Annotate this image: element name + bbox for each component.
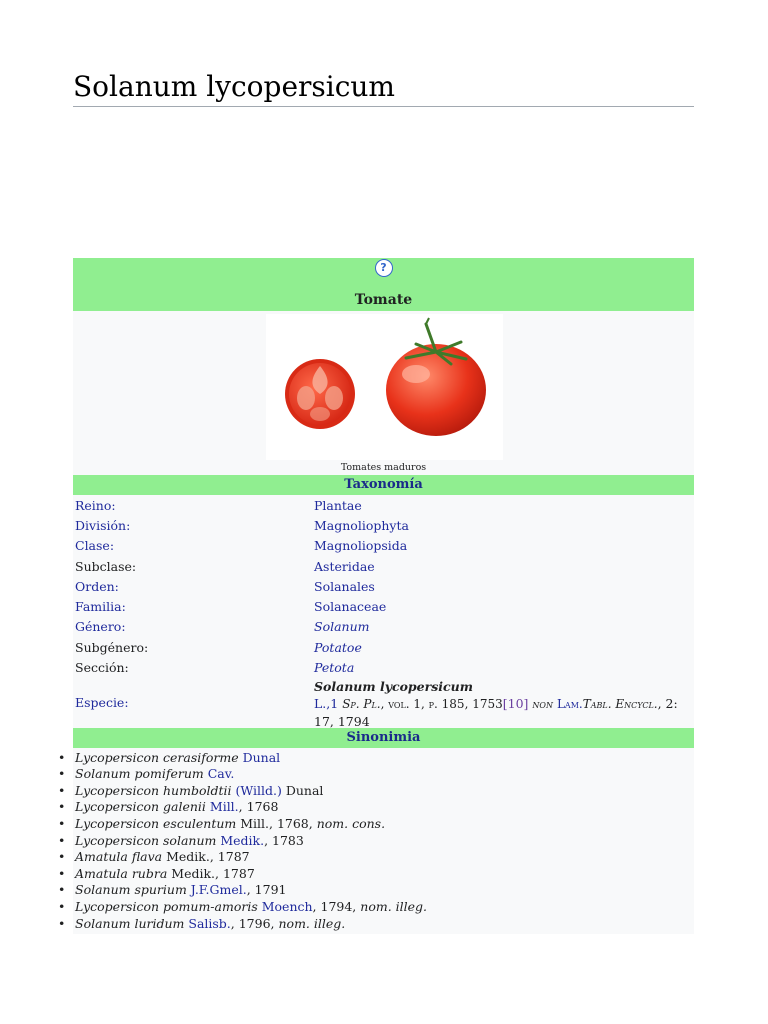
- synonym-status: nom. illeg.: [360, 899, 428, 915]
- synonym-status: nom. illeg.: [278, 915, 346, 931]
- taxonomy-rank-value[interactable]: Solanaceae: [314, 599, 387, 615]
- synonym-author[interactable]: J.F.Gmel.: [190, 882, 247, 898]
- taxonomy-row: [73, 495, 694, 515]
- synonym-rest: , 1768,: [269, 816, 317, 832]
- synonym-item: [75, 849, 694, 866]
- synonym-name: Lycopersicon cerasiforme: [75, 749, 243, 765]
- synonym-item: [75, 866, 694, 883]
- taxobox-header: [73, 258, 694, 311]
- synonym-rest: , 1768: [238, 799, 279, 815]
- synonymy-header: [73, 728, 694, 748]
- taxonomy-rank-value[interactable]: Magnoliophyta: [314, 517, 409, 533]
- synonym-name: Amatula flava: [75, 849, 167, 865]
- tabl-encycl: Tabl. Encycl.: [582, 696, 658, 711]
- taxobox-title: Tomate: [354, 292, 413, 308]
- synonym-item: [75, 816, 694, 833]
- synonym-item: [75, 833, 694, 850]
- synonym-author[interactable]: Mill.: [209, 799, 239, 815]
- synonym-rest: , 1796,: [230, 915, 279, 931]
- synonym-author: Mill.: [240, 816, 269, 832]
- taxonomy-row: [73, 657, 694, 677]
- synonym-item: [75, 783, 694, 800]
- synonym-rest: , 1787: [215, 865, 255, 881]
- synonym-item: [75, 750, 694, 767]
- taxonomy-row: [73, 536, 694, 556]
- lam-link[interactable]: Lam.: [556, 696, 583, 711]
- synonym-name: Lycopersicon esculentum: [75, 816, 241, 832]
- synonym-author[interactable]: (Willd.): [235, 782, 282, 798]
- taxonomy-rank-label[interactable]: Orden:: [75, 578, 119, 594]
- synonym-author: Medik.: [171, 865, 216, 881]
- taxobox: [73, 258, 694, 934]
- synonym-item: [75, 899, 694, 916]
- synonym-name: Solanum pomiferum: [75, 766, 208, 782]
- taxonomy-rows: [73, 495, 694, 678]
- species-name: Solanum lycopersicum: [314, 678, 473, 694]
- author-link[interactable]: L.: [314, 695, 327, 711]
- species-row: [73, 678, 694, 728]
- tomato-image[interactable]: [266, 314, 503, 460]
- taxonomy-rank-label[interactable]: Familia:: [75, 599, 126, 615]
- taxonomy-rank-label: Sección:: [75, 660, 129, 676]
- synonym-rest: , 1783: [264, 832, 304, 848]
- species-key-link[interactable]: Especie:: [75, 695, 129, 711]
- taxonomy-rank-label[interactable]: División:: [75, 517, 131, 533]
- synonym-item: [75, 799, 694, 816]
- synonym-status: nom. cons.: [316, 816, 386, 832]
- synonym-author[interactable]: Salisb.: [188, 915, 231, 931]
- synonym-name: Lycopersicon pomum-amoris: [75, 899, 262, 915]
- taxonomy-row: [73, 596, 694, 616]
- synonym-list: [73, 748, 694, 935]
- image-caption: Tomates maduros: [340, 462, 427, 473]
- taxonomy-row: [73, 556, 694, 576]
- taxonomy-rank-value[interactable]: Magnoliopsida: [314, 538, 408, 554]
- taxonomy-header: [73, 475, 694, 495]
- taxonomy-row: [73, 637, 694, 657]
- volume-text: , vol. 1, p. 185, 1753: [380, 696, 503, 711]
- synonym-author[interactable]: Moench: [261, 899, 313, 915]
- taxonomy-row: [73, 576, 694, 596]
- synonym-rest: , 1787: [209, 849, 250, 865]
- taxonomy-rank-label[interactable]: Clase:: [75, 538, 115, 554]
- synonym-name: Solanum luridum: [75, 915, 189, 931]
- synonymy-header-label: Sinonimia: [346, 729, 421, 745]
- taxonomy-rank-value[interactable]: Petota: [314, 660, 355, 676]
- taxonomy-rank-label[interactable]: Género:: [75, 619, 126, 635]
- ref-10[interactable]: [10]: [502, 695, 529, 711]
- taxobox-image-cell: [73, 311, 694, 461]
- help-icon[interactable]: ?: [375, 259, 393, 277]
- taxonomy-rank-label[interactable]: Reino:: [75, 497, 116, 513]
- taxonomy-rank-value[interactable]: Asteridae: [314, 558, 375, 574]
- ref-1[interactable]: ,1: [326, 695, 343, 711]
- taxonomy-rank-value[interactable]: Solanales: [314, 578, 375, 594]
- synonym-rest: , 1791: [246, 882, 287, 898]
- page-title: Solanum lycopersicum: [73, 68, 694, 107]
- taxonomy-rank-value[interactable]: Solanum: [314, 619, 370, 635]
- taxonomy-header-link[interactable]: Taxonomía: [344, 477, 423, 492]
- synonym-name: Lycopersicon solanum: [75, 832, 221, 848]
- synonym-author: Medik.: [166, 849, 210, 865]
- synonym-author[interactable]: Medik.: [220, 832, 265, 848]
- synonym-name: Lycopersicon humboldtii: [75, 782, 236, 798]
- synonym-author[interactable]: Cav.: [207, 766, 235, 782]
- synonym-name: Solanum spurium: [75, 882, 191, 898]
- taxonomy-rank-value[interactable]: Potatoe: [314, 639, 362, 655]
- synonym-rest: Dunal: [281, 782, 324, 798]
- synonym-item: [75, 882, 694, 899]
- synonym-item: [75, 916, 694, 933]
- non-text: non: [532, 696, 553, 711]
- taxonomy-rank-label: Subgénero:: [75, 639, 149, 655]
- taxonomy-rank-value[interactable]: Plantae: [314, 497, 362, 513]
- synonym-author[interactable]: Dunal: [242, 749, 281, 765]
- synonym-item: [75, 766, 694, 783]
- synonym-name: Lycopersicon galenii: [75, 799, 210, 815]
- sp-pl: Sp. Pl.: [342, 696, 381, 711]
- species-value: [314, 678, 694, 728]
- synonym-rest: , 1794,: [312, 899, 361, 915]
- synonym-name: Amatula rubra: [75, 865, 172, 881]
- taxonomy-row: [73, 515, 694, 535]
- taxonomy-rank-label: Subclase:: [75, 558, 137, 574]
- taxonomy-row: [73, 617, 694, 637]
- species-tail: , 2: 17, 1794: [314, 695, 678, 729]
